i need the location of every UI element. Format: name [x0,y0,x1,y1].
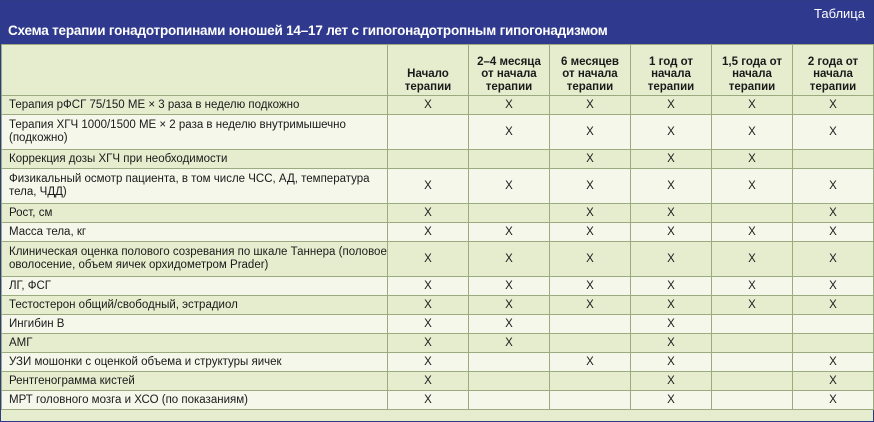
mark-cell: X [631,150,712,169]
row-label: Коррекция дозы ХГЧ при необходимости [2,150,388,169]
mark-cell: X [388,204,469,223]
mark-cell: X [469,334,550,353]
column-header: 1,5 года от начала терапии [712,45,793,96]
mark-cell: X [388,277,469,296]
table-row [2,372,874,391]
mark-cell: X [388,372,469,391]
mark-cell [712,204,793,223]
mark-cell [550,372,631,391]
table-row [2,169,874,204]
table-row [2,353,874,372]
mark-cell [388,150,469,169]
column-header: 1 год от начала терапии [631,45,712,96]
therapy-schedule-table [1,44,874,410]
mark-cell [793,315,874,334]
mark-cell: X [793,353,874,372]
mark-cell [712,353,793,372]
mark-cell: X [631,204,712,223]
mark-cell [550,315,631,334]
table-row [2,277,874,296]
row-label: АМГ [2,334,388,353]
mark-cell: X [550,169,631,204]
mark-cell: X [631,334,712,353]
row-label: ЛГ, ФСГ [2,277,388,296]
mark-cell: X [631,353,712,372]
mark-cell: X [550,353,631,372]
table-row [2,391,874,410]
mark-cell: X [793,115,874,150]
table-row [2,242,874,277]
mark-cell [712,315,793,334]
mark-cell [469,391,550,410]
mark-cell: X [388,96,469,115]
mark-cell [550,391,631,410]
mark-cell: X [550,204,631,223]
mark-cell: X [793,242,874,277]
mark-cell: X [712,115,793,150]
table-row [2,223,874,242]
mark-cell: X [550,96,631,115]
row-label: Масса тела, кг [2,223,388,242]
mark-cell [469,204,550,223]
table-row [2,334,874,353]
mark-cell: X [469,223,550,242]
mark-cell: X [388,169,469,204]
row-label: УЗИ мошонки с оценкой объема и структуры яичек [2,353,388,372]
mark-cell: X [469,242,550,277]
mark-cell: X [388,296,469,315]
mark-cell: X [712,169,793,204]
mark-cell [793,334,874,353]
table-row [2,315,874,334]
table-label: Таблица [814,6,865,21]
column-header: 6 месяцев от начала терапии [550,45,631,96]
table-row [2,115,874,150]
mark-cell: X [631,296,712,315]
title-bar [1,1,873,44]
mark-cell: X [712,150,793,169]
mark-cell: X [550,115,631,150]
mark-cell: X [631,223,712,242]
row-label: Рентгенограмма кистей [2,372,388,391]
mark-cell: X [631,115,712,150]
mark-cell [469,353,550,372]
row-label: МРТ головного мозга и ХСО (по показаниям) [2,391,388,410]
mark-cell: X [793,277,874,296]
mark-cell: X [388,242,469,277]
mark-cell: X [631,372,712,391]
column-header: Начало терапии [388,45,469,96]
mark-cell: X [712,296,793,315]
mark-cell: X [712,277,793,296]
row-label: Клиническая оценка полового созревания по шкале Таннера (половое оволосение, объем яичек орхидометром Prader) [2,242,388,277]
mark-cell: X [469,169,550,204]
mark-cell [388,115,469,150]
mark-cell: X [631,242,712,277]
mark-cell [712,391,793,410]
mark-cell [712,334,793,353]
mark-cell [712,372,793,391]
mark-cell: X [469,296,550,315]
mark-cell [469,372,550,391]
mark-cell: X [793,223,874,242]
mark-cell [550,334,631,353]
table-row [2,96,874,115]
header-row [2,45,874,96]
row-label: Терапия рФСГ 75/150 МЕ × 3 раза в неделю подкожно [2,96,388,115]
mark-cell: X [631,277,712,296]
mark-cell: X [793,169,874,204]
mark-cell: X [793,96,874,115]
column-header: 2–4 месяца от начала терапии [469,45,550,96]
mark-cell [793,150,874,169]
mark-cell: X [712,223,793,242]
mark-cell: X [388,334,469,353]
mark-cell: X [631,96,712,115]
mark-cell: X [550,277,631,296]
header-blank-cell [2,45,388,96]
row-label: Рост, см [2,204,388,223]
table-row [2,150,874,169]
mark-cell: X [469,115,550,150]
mark-cell: X [631,169,712,204]
table-row [2,296,874,315]
row-label: Физикальный осмотр пациента, в том числе ЧСС, АД, температура тела, ЧДД) [2,169,388,204]
mark-cell: X [469,96,550,115]
table-row [2,204,874,223]
mark-cell: X [550,242,631,277]
mark-cell: X [388,315,469,334]
column-header: 2 года от начала терапии [793,45,874,96]
mark-cell: X [793,204,874,223]
row-label: Тестостерон общий/свободный, эстрадиол [2,296,388,315]
mark-cell: X [388,391,469,410]
mark-cell: X [550,223,631,242]
mark-cell: X [631,315,712,334]
mark-cell: X [793,372,874,391]
mark-cell: X [469,315,550,334]
mark-cell: X [712,242,793,277]
mark-cell: X [550,296,631,315]
mark-cell: X [793,391,874,410]
mark-cell: X [469,277,550,296]
table-title: Схема терапии гонадотропинами юношей 14–17 лет с гипогонадотропным гипогонадизмом [8,23,608,38]
mark-cell: X [388,223,469,242]
mark-cell: X [388,353,469,372]
table-body [2,96,874,410]
mark-cell [469,150,550,169]
mark-cell: X [631,391,712,410]
mark-cell: X [550,150,631,169]
mark-cell: X [793,296,874,315]
row-label: Ингибин В [2,315,388,334]
row-label: Терапия ХГЧ 1000/1500 МЕ × 2 раза в неделю внутримышечно (подкожно) [2,115,388,150]
mark-cell: X [712,96,793,115]
